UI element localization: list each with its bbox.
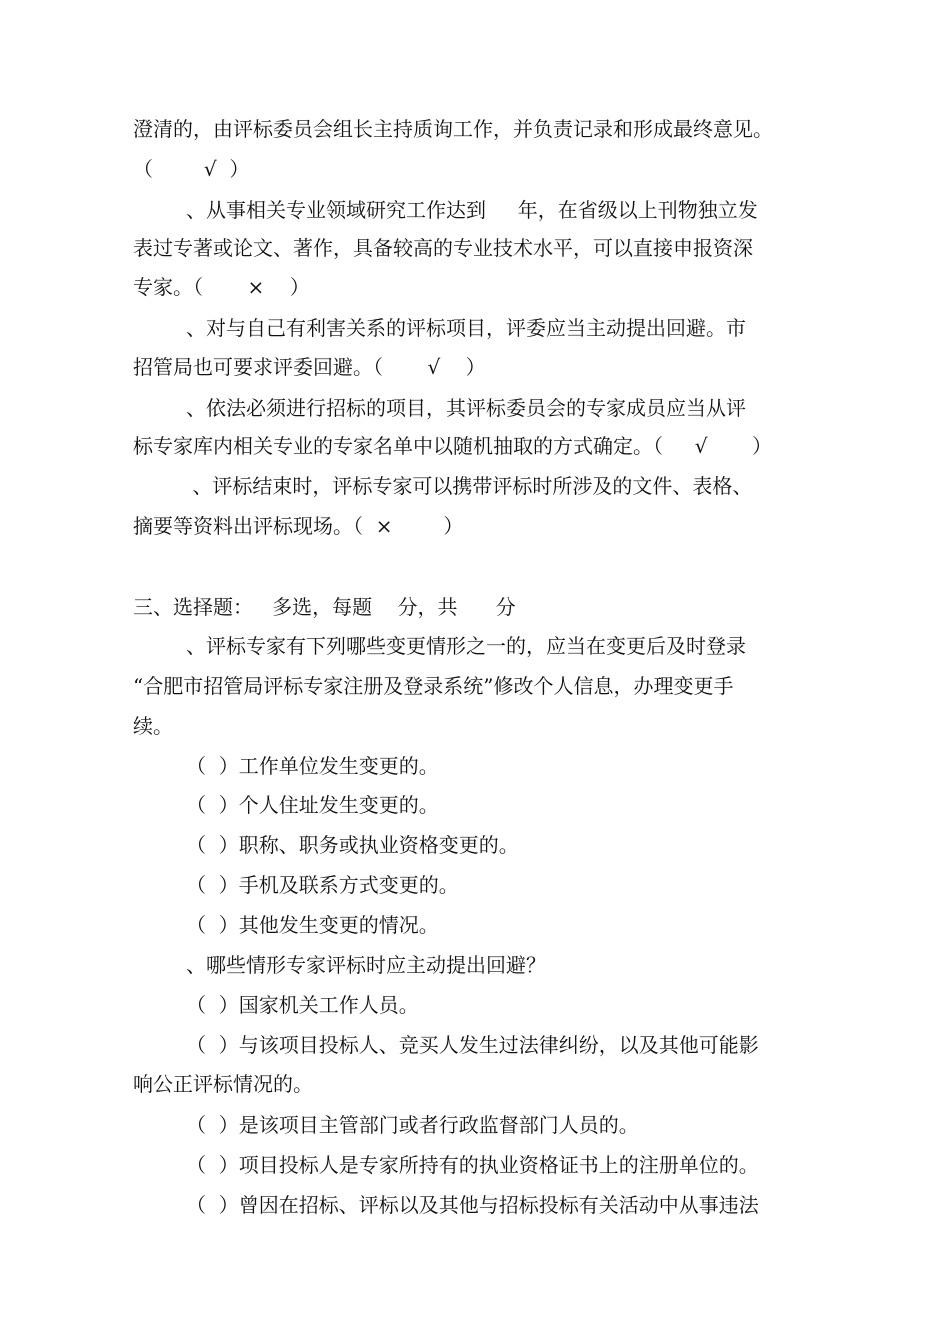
mc-q1-line1: 、评标专家有下列哪些变更情形之一的，应当在变更后及时登录 [186,634,746,658]
mc-q2-option: （ ）是该项目主管部门或者行政监督部门人员的。 [186,1113,639,1137]
mc-q1-option: （ ）手机及联系方式变更的。 [186,873,459,897]
mc-q2-option: （ ）曾因在招标、评标以及其他与招标投标有关活动中从事违法 [186,1193,759,1217]
tf-q1-line3: 专家。（ × ） [133,275,310,299]
mc-q1-line2: “合肥市招管局评标专家注册及登录系统”修改个人信息，办理变更手 [133,674,734,698]
mc-q2-line1: 、哪些情形专家评标时应主动提出回避？ [186,953,546,977]
mc-q1-option: （ ）职称、职务或执业资格变更的。 [186,833,519,857]
mc-q2-option-cont: 响公正评标情况的。 [133,1072,313,1096]
tf-q3-line2: 标专家库内相关专业的专家名单中以随机抽取的方式确定。（ √ ） [133,434,773,458]
tf-q3-line1: 、依法必须进行招标的项目，其评标委员会的专家成员应当从评 [186,396,746,420]
tf-q4-line2: 摘要等资料出评标现场。（ × ） [133,514,464,538]
mc-q1-line3: 续。 [133,714,173,738]
mc-q1-option: （ ）其他发生变更的情况。 [186,913,439,937]
tf-q1-line2: 表过专著或论文、著作，具备较高的专业技术水平，可以直接申报资深 [133,236,753,260]
mc-q1-option: （ ）工作单位发生变更的。 [186,754,439,778]
tf-q2-line1: 、对与自己有利害关系的评标项目，评委应当主动提出回避。市 [186,316,746,340]
tf-q0-line1: 澄清的，由评标委员会组长主持质询工作，并负责记录和形成最终意见。 [133,117,773,141]
section3-heading: 三、选择题： 多选，每题 分，共 分 [133,595,516,619]
tf-q4-line1: 、评标结束时，评标专家可以携带评标时所涉及的文件、表格、 [186,474,753,498]
mc-q2-option: （ ）项目投标人是专家所持有的执业资格证书上的注册单位的。 [186,1153,759,1177]
mc-q1-option: （ ）个人住址发生变更的。 [186,793,439,817]
tf-q2-line2: 招管局也可要求评委回避。（ √ ） [133,355,486,379]
tf-q0-answer: （ √ ） [133,157,250,181]
mc-q2-option: （ ）与该项目投标人、竞买人发生过法律纠纷，以及其他可能影 [186,1033,759,1057]
tf-q1-line1: 、从事相关专业领域研究工作达到 年，在省级以上刊物独立发 [186,198,758,222]
mc-q2-option: （ ）国家机关工作人员。 [186,993,419,1017]
